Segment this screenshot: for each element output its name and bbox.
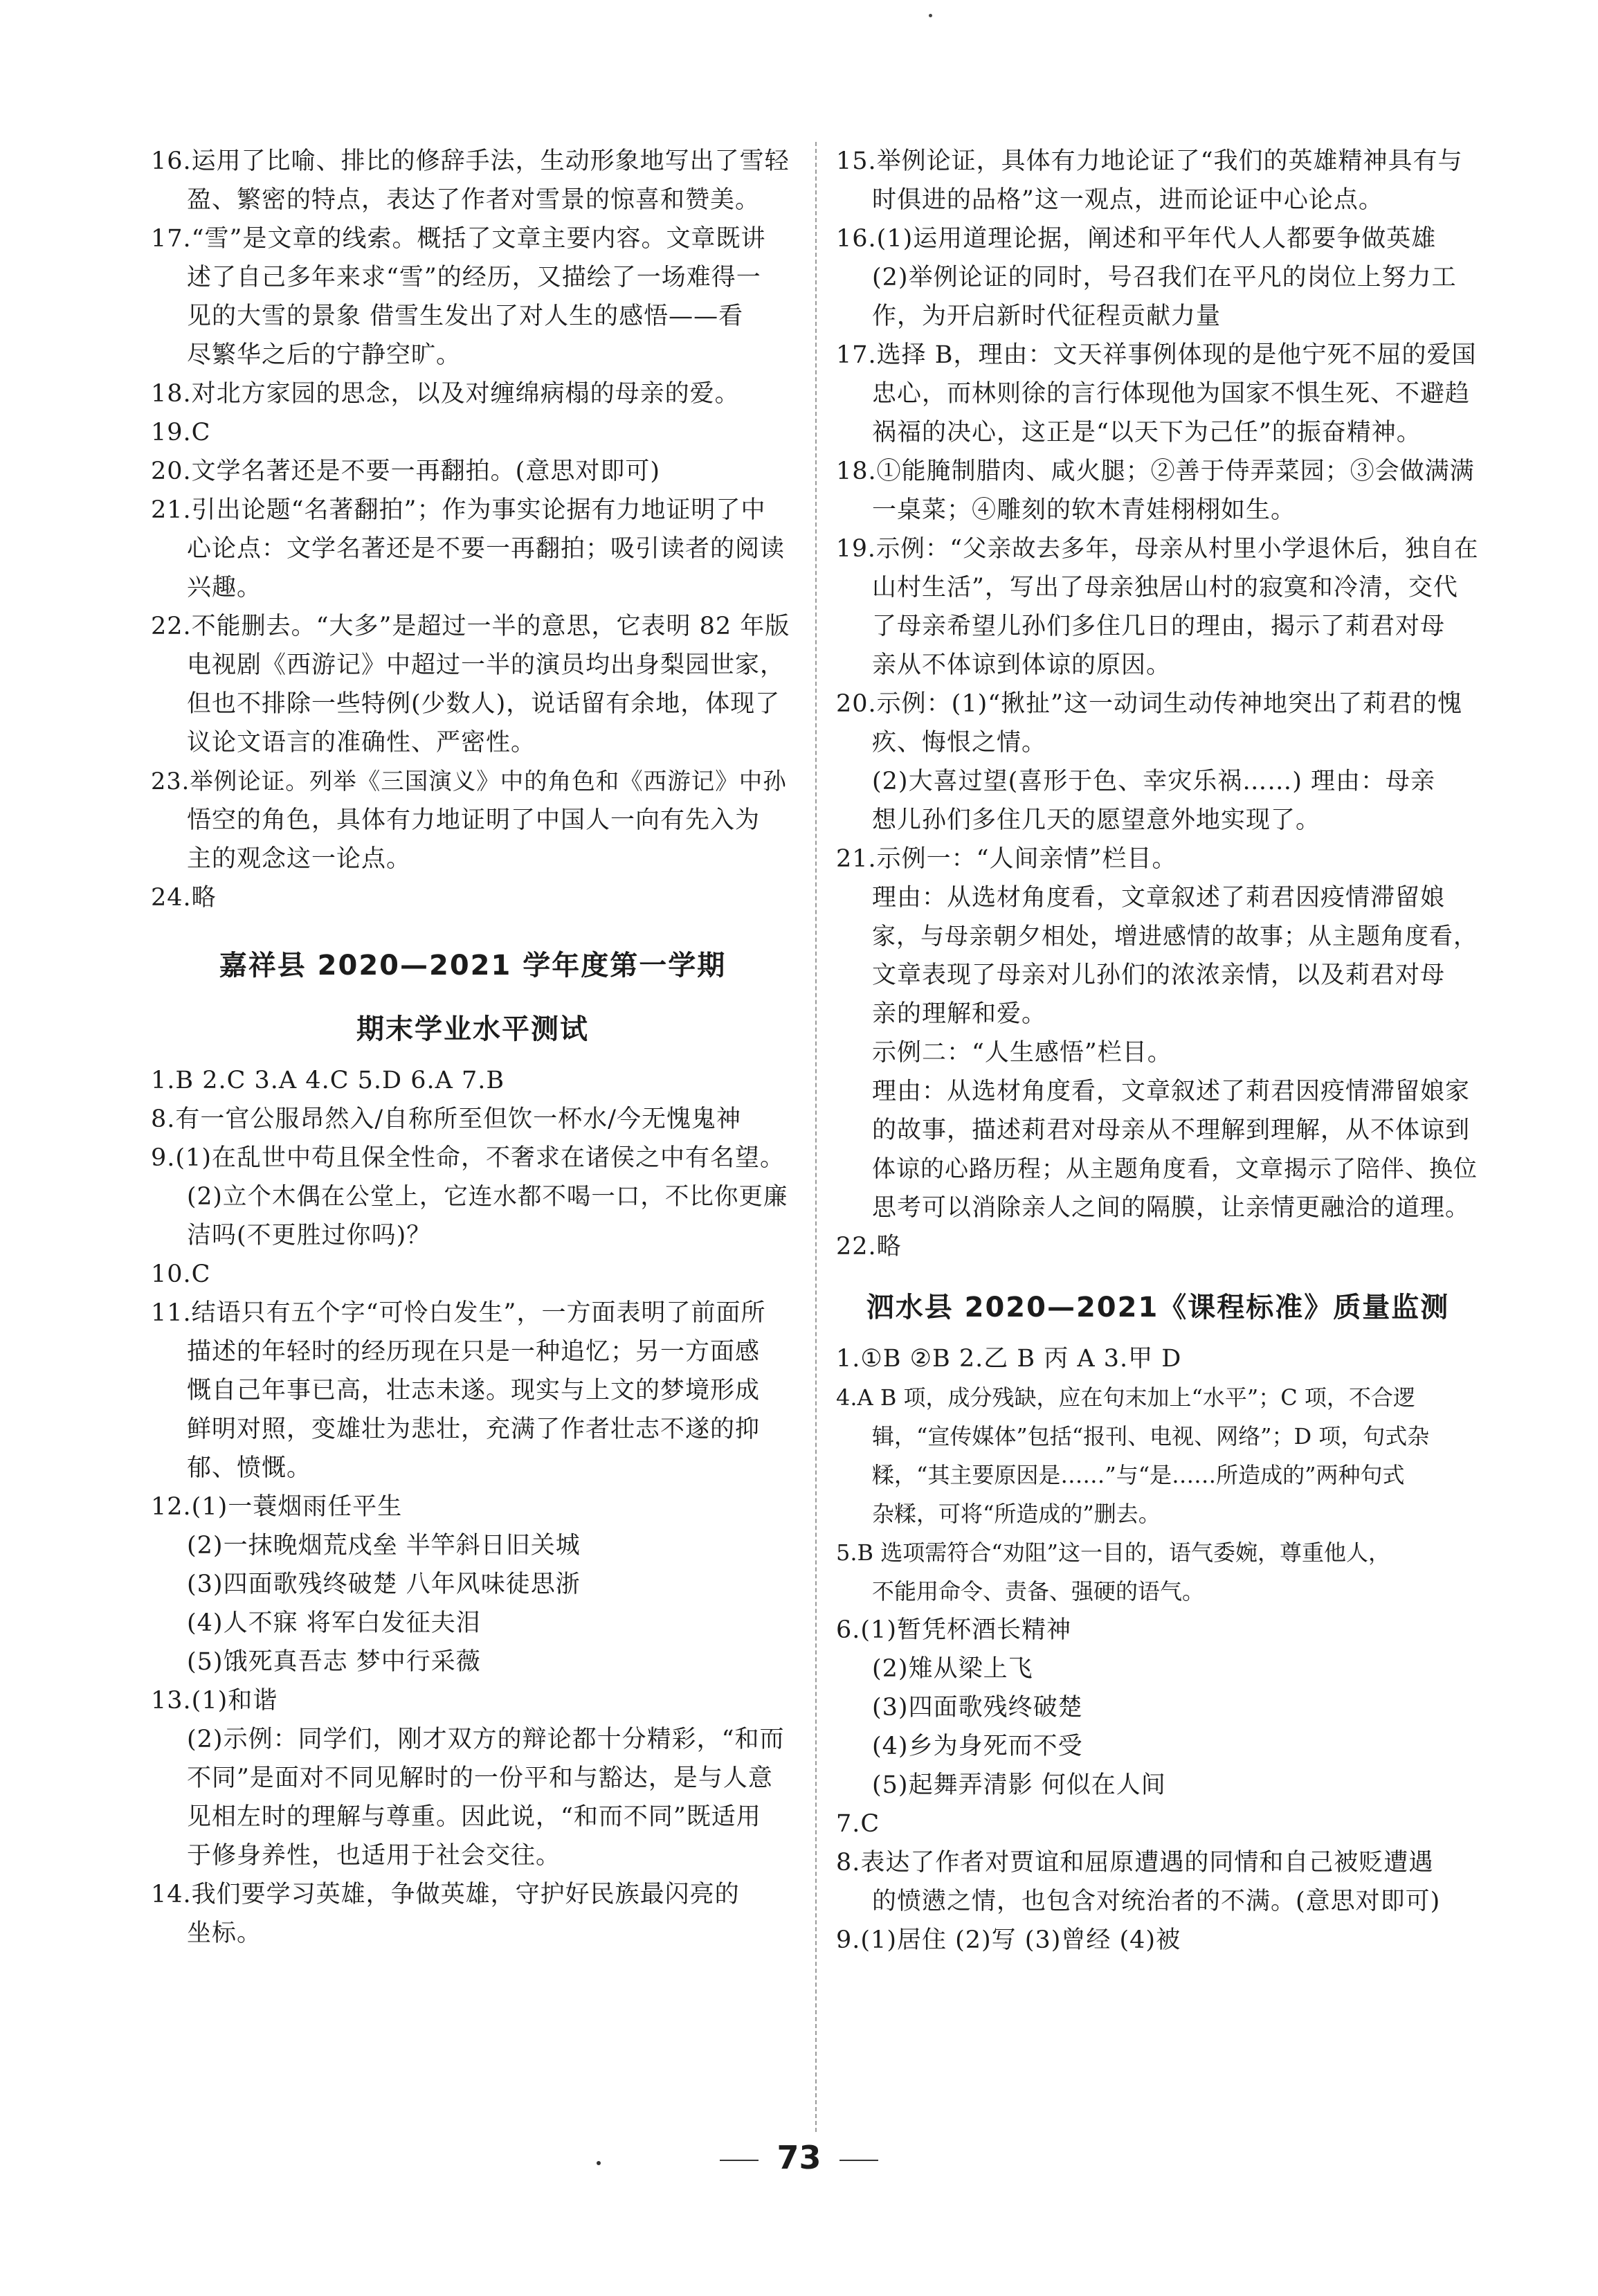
answer-line: 18.①能腌制腊肉、咸火腿；②善于侍弄菜园；③会做满满: [836, 458, 1475, 485]
answer-line: 理由：从选材角度看，文章叙述了莉君因疫情滞留娘家: [872, 1078, 1471, 1105]
answer-line: (2)举例论证的同时，号召我们在平凡的岗位上努力工: [872, 264, 1457, 291]
page-number: [0, 2139, 1598, 2176]
answer-line: 9.(1)在乱世中苟且保全性命，不奢求在诸侯之中有名望。: [151, 1144, 785, 1172]
answer-line: (2)雉从梁上飞: [872, 1655, 1033, 1683]
answer-line: 山村生活”，写出了母亲独居山村的寂寞和冷清，交代: [872, 574, 1458, 602]
answer-line: 18.对北方家园的思念，以及对缠绵病榻的母亲的爱。: [151, 380, 740, 408]
answer-line: 17.选择 B，理由：文天祥事例体现的是他宁死不屈的爱国: [836, 341, 1477, 369]
answer-line: 于修身养性，也适用于社会交往。: [187, 1842, 561, 1870]
answer-line: 作，为开启新时代征程贡献力量: [872, 302, 1222, 330]
answer-line: 12.(1)一蓑烟雨任平生: [151, 1493, 403, 1521]
section-title-jiaxiang: 嘉祥县 2020—2021 学年度第一学期: [219, 950, 727, 982]
answer-line: 13.(1)和谐: [151, 1687, 278, 1715]
answer-line: 杂糅，可将“所造成的”删去。: [872, 1501, 1161, 1527]
answer-line: (4)人不寐 将军白发征夫泪: [187, 1609, 481, 1637]
answer-line: 主的观念这一论点。: [187, 845, 412, 873]
answer-line: 22.不能删去。“大多”是超过一半的意思，它表明 82 年版: [151, 613, 790, 640]
answer-line: 17.“雪”是文章的线索。概括了文章主要内容。文章既讲: [151, 225, 766, 253]
footer-dash: [720, 2160, 759, 2161]
answer-line: 尽繁华之后的宁静空旷。: [187, 341, 462, 369]
answer-line: 14.我们要学习英雄，争做英雄，守护好民族最闪亮的: [151, 1881, 740, 1908]
answer-line: 疚、悔恨之情。: [872, 729, 1047, 757]
answer-line: 但也不排除一些特例(少数人)，说话留有余地，体现了: [187, 690, 781, 718]
answer-line: 一桌菜；④雕刻的软木青娃栩栩如生。: [872, 496, 1296, 524]
answer-line: 盈、繁密的特点，表达了作者对雪景的惊喜和赞美。: [187, 186, 761, 214]
answer-line: 坐标。: [187, 1919, 262, 1947]
answer-line: 21.示例一：“人间亲情”栏目。: [836, 845, 1177, 873]
answer-line: 描述的年轻时的经历现在只是一种追忆；另一方面感: [187, 1338, 761, 1366]
answer-line: 慨自己年事已高，壮志未遂。现实与上文的梦境形成: [187, 1377, 761, 1404]
answer-line: (5)起舞弄清影 何似在人间: [872, 1771, 1166, 1799]
answer-line: (3)四面歌残终破楚: [872, 1694, 1083, 1721]
page-number-text: 73: [777, 2139, 821, 2176]
answer-line: 15.举例论证，具体有力地论证了“我们的英雄精神具有与: [836, 147, 1463, 175]
answer-line: 20.文学名著还是不要一再翻拍。(意思对即可): [151, 458, 660, 485]
answer-line: 悟空的角色，具体有力地证明了中国人一向有先入为: [187, 806, 761, 834]
answer-line: 24.略: [151, 884, 217, 912]
answer-line: 11.结语只有五个字“可怜白发生”，一方面表明了前面所: [151, 1299, 766, 1327]
answer-line: 不能用命令、责备、强硬的语气。: [872, 1578, 1205, 1605]
answer-line: 辑，“宣传媒体”包括“报刊、电视、网络”；D 项，句式杂: [872, 1423, 1430, 1449]
answer-line: (4)乡为身死而不受: [872, 1733, 1083, 1760]
answer-line: 8.表达了作者对贾谊和屈原遭遇的同情和自己被贬遭遇: [836, 1849, 1434, 1877]
answer-line: (2)立个木偶在公堂上，它连水都不喝一口，不比你更廉: [187, 1183, 788, 1211]
answer-line: 议论文语言的准确性、严密性。: [187, 729, 536, 757]
answer-line: 的愤懑之情，也包含对统治者的不满。(意思对即可): [872, 1888, 1441, 1915]
answer-line: 了母亲希望儿孙们多住几日的理由，揭示了莉君对母: [872, 613, 1446, 640]
answer-line: (3)四面歌残终破楚 八年风味徒思浙: [187, 1571, 581, 1598]
answer-block: [151, 1061, 795, 1953]
answer-line: 理由：从选材角度看，文章叙述了莉君因疫情滞留娘: [872, 884, 1446, 912]
answer-line: 9.(1)居住 (2)写 (3)曾经 (4)被: [836, 1926, 1181, 1954]
answer-line: 时俱进的品格”这一观点，进而论证中心论点。: [872, 186, 1383, 214]
answer-line: 21.引出论题“名著翻拍”；作为事实论据有力地证明了中: [151, 496, 766, 524]
answer-line: 23.举例论证。列举《三国演义》中的角色和《西游记》中孙: [151, 768, 787, 795]
answer-line: 见相左时的理解与尊重。因此说，“和而不同”既适用: [187, 1803, 761, 1831]
answer-line: 郁、愤慨。: [187, 1454, 312, 1482]
answer-line: 亲的理解和爱。: [872, 1000, 1047, 1028]
answer-line: 4.A B 项，成分残缺，应在句末加上“水平”；C 项，不合逻: [836, 1384, 1415, 1411]
answer-line: (5)饿死真吾志 梦中行采薇: [187, 1648, 481, 1676]
answer-line: 家，与母亲朝夕相处，增进感情的故事；从主题角度看，: [872, 923, 1478, 950]
answer-line: 16.(1)运用道理论据，阐述和平年代人人都要争做英雄: [836, 225, 1437, 253]
answer-line: 的故事，描述莉君对母亲从不理解到理解，从不体谅到: [872, 1117, 1471, 1144]
answer-block: [836, 142, 1480, 1266]
answer-line: 述了自己多年来求“雪”的经历，又描绘了一场难得一: [187, 264, 761, 291]
answer-line: 6.(1)暂凭杯酒长精神: [836, 1616, 1071, 1644]
answer-line: 20.示例：(1)“揪扯”这一动词生动传神地突出了莉君的愧: [836, 690, 1463, 718]
answer-line: 忠心，而林则徐的言行体现他为国家不惧生死、不避趋: [872, 380, 1471, 408]
answer-line: 体谅的心路历程；从主题角度看，文章揭示了陪伴、换位: [872, 1155, 1478, 1183]
answer-line: 洁吗(不更胜过你吗)？: [187, 1222, 432, 1249]
answer-line: 心论点：文学名著还是不要一再翻拍；吸引读者的阅读: [187, 535, 786, 563]
answer-block: [836, 1339, 1480, 1960]
answer-line: 文章表现了母亲对儿孙们的浓浓亲情，以及莉君对母: [872, 961, 1446, 989]
right-column: [836, 142, 1480, 1960]
answer-line: 16.运用了比喻、排比的修辞手法，生动形象地写出了雪轻: [151, 147, 790, 175]
answer-line: (2)示例：同学们，刚才双方的辩论都十分精彩，“和而: [187, 1726, 785, 1753]
answer-line: 8.有一官公服昂然入/自称所至但饮一杯水/今无愧鬼神: [151, 1105, 741, 1133]
answer-line: 不同”是面对不同见解时的一份平和与豁达，是与人意: [187, 1764, 773, 1792]
answer-line: 19.C: [151, 419, 211, 446]
answer-line: 7.C: [836, 1810, 880, 1838]
answer-block: [151, 142, 795, 917]
answer-line: 10.C: [151, 1260, 211, 1288]
section-title-sishui: 泗水县 2020—2021《课程标准》质量监测: [866, 1292, 1450, 1323]
answer-line: 祸福的决心，这正是“以天下为己任”的振奋精神。: [872, 419, 1422, 446]
answer-line: 电视剧《西游记》中超过一半的演员均出身梨园世家，: [187, 651, 786, 679]
left-column: [151, 142, 795, 1953]
answer-line: 19.示例：“父亲故去多年，母亲从村里小学退休后，独自在: [836, 535, 1479, 563]
section-subtitle-jiaxiang: 期末学业水平测试: [356, 1013, 589, 1045]
answer-line: 见的大雪的景象 借雪生发出了对人生的感悟——看: [187, 302, 744, 330]
answer-line: 示例二：“人生感悟”栏目。: [872, 1039, 1172, 1067]
answer-line: 22.略: [836, 1233, 902, 1260]
answer-line: 糅，“其主要原因是……”与“是……所造成的”两种句式: [872, 1462, 1405, 1488]
print-dot: [929, 14, 932, 17]
answer-line: (2)一抹晚烟荒戍垒 半竿斜日旧关城: [187, 1532, 581, 1560]
answer-line: 想儿孙们多住几天的愿望意外地实现了。: [872, 806, 1321, 834]
answer-line: 1.①B ②B 2.乙 B 丙 A 3.甲 D: [836, 1345, 1182, 1373]
answer-line: 1.B 2.C 3.A 4.C 5.D 6.A 7.B: [151, 1067, 505, 1094]
answer-line: 兴趣。: [187, 574, 262, 602]
answer-line: 5.B 选项需符合“劝阻”这一目的，语气委婉，尊重他人，: [836, 1539, 1390, 1566]
answer-line: 思考可以消除亲人之间的隔膜，让亲情更融洽的道理。: [872, 1194, 1471, 1222]
column-divider: [815, 142, 817, 2132]
answer-line: 鲜明对照，变雄壮为悲壮，充满了作者壮志不遂的抑: [187, 1416, 761, 1443]
answer-line: 亲从不体谅到体谅的原因。: [872, 651, 1172, 679]
footer-dash: [839, 2160, 878, 2161]
answer-line: (2)大喜过望(喜形于色、幸灾乐祸……) 理由：母亲: [872, 768, 1436, 795]
